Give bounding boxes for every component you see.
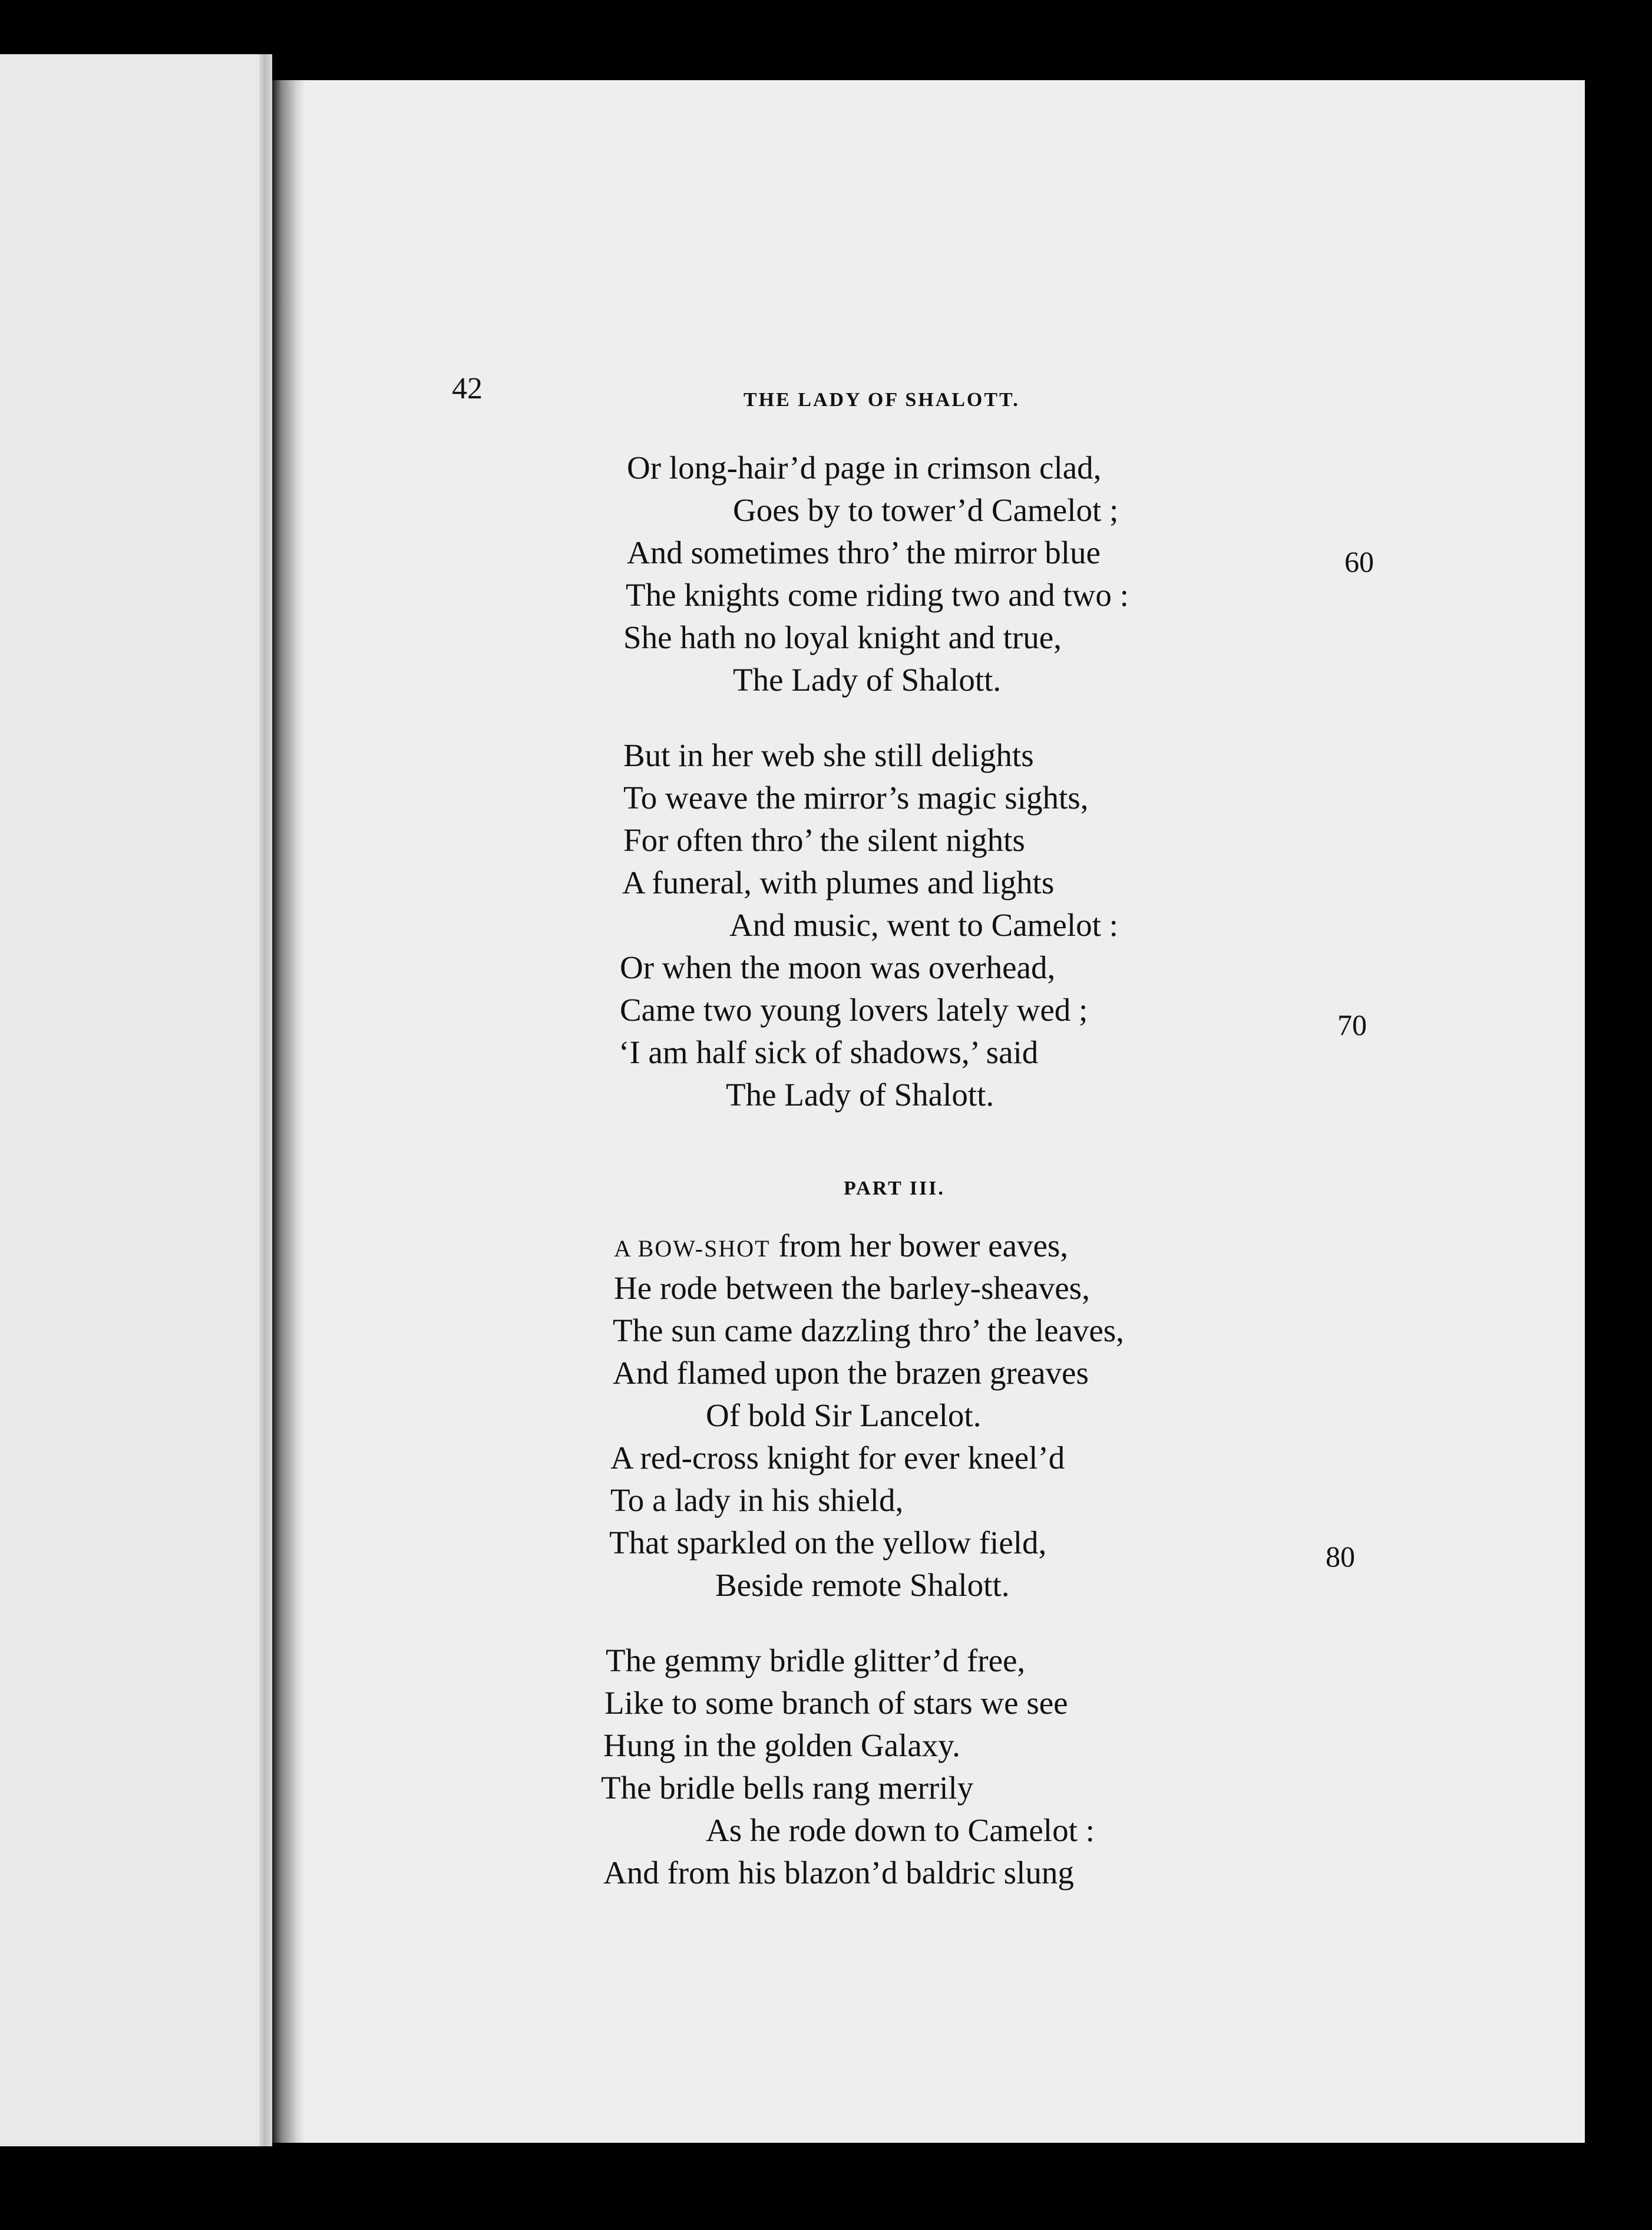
poem-line: And flamed upon the brazen greaves: [613, 1355, 1089, 1391]
poem-line: Or long-hair’d page in crimson clad,: [627, 450, 1102, 486]
poem-line-rest: from her bower eaves,: [770, 1228, 1069, 1264]
poem-line: Goes by to tower’d Camelot ;: [733, 492, 1119, 528]
poem-line: As he rode down to Camelot :: [706, 1812, 1095, 1848]
poem-line: Beside remote Shalott.: [715, 1567, 1010, 1603]
poem-line: Or when the moon was overhead,: [620, 949, 1056, 985]
poem-line: To a lady in his shield,: [610, 1482, 904, 1518]
poem-line: For often thro’ the silent nights: [623, 822, 1025, 858]
facing-page-edge: [0, 54, 272, 2146]
poem-line: Came two young lovers lately wed ;: [620, 992, 1088, 1028]
poem-line: Hung in the golden Galaxy.: [603, 1727, 960, 1763]
poem-line: She hath no loyal knight and true,: [623, 619, 1062, 655]
poem-line: That sparkled on the yellow field,: [609, 1525, 1047, 1561]
small-caps-opening: A BOW-SHOT: [614, 1235, 771, 1262]
poem-line: ‘I am half sick of shadows,’ said: [619, 1034, 1039, 1070]
line-number: 70: [1337, 1008, 1367, 1041]
poem-line: The Lady of Shalott.: [733, 662, 1002, 698]
poem-line: He rode between the barley-sheaves,: [614, 1270, 1090, 1306]
poem-line: A funeral, with plumes and lights: [622, 865, 1055, 900]
poem-line: A red-cross knight for ever kneel’d: [610, 1440, 1065, 1476]
poem-line: Of bold Sir Lancelot.: [706, 1397, 982, 1433]
poem-line: But in her web she still delights: [623, 737, 1034, 773]
poem-line: The knights come riding two and two :: [626, 577, 1129, 613]
poem-line: And from his blazon’d baldric slung: [603, 1855, 1074, 1891]
part-heading: PART III.: [844, 1177, 945, 1199]
line-number: 60: [1344, 545, 1374, 578]
line-number: 80: [1326, 1540, 1355, 1573]
poem-line: The bridle bells rang merrily: [601, 1770, 974, 1806]
book-spine: [259, 54, 272, 2146]
poem-line: The Lady of Shalott.: [726, 1077, 994, 1113]
poem-line: And sometimes thro’ the mirror blue: [627, 535, 1101, 570]
poem-line: To weave the mirror’s magic sights,: [623, 780, 1089, 816]
poem-line: [614, 1229, 1068, 1262]
running-header: THE LADY OF SHALOTT.: [744, 389, 1020, 411]
poem-line: The gemmy bridle glitter’d free,: [606, 1642, 1026, 1678]
page-number: 42: [452, 372, 483, 405]
poem-line: The sun came dazzling thro’ the leaves,: [613, 1312, 1124, 1348]
page-gutter-shadow: [272, 80, 305, 2143]
poem-line: And music, went to Camelot :: [729, 907, 1118, 943]
poem-line: Like to some branch of stars we see: [604, 1685, 1068, 1721]
